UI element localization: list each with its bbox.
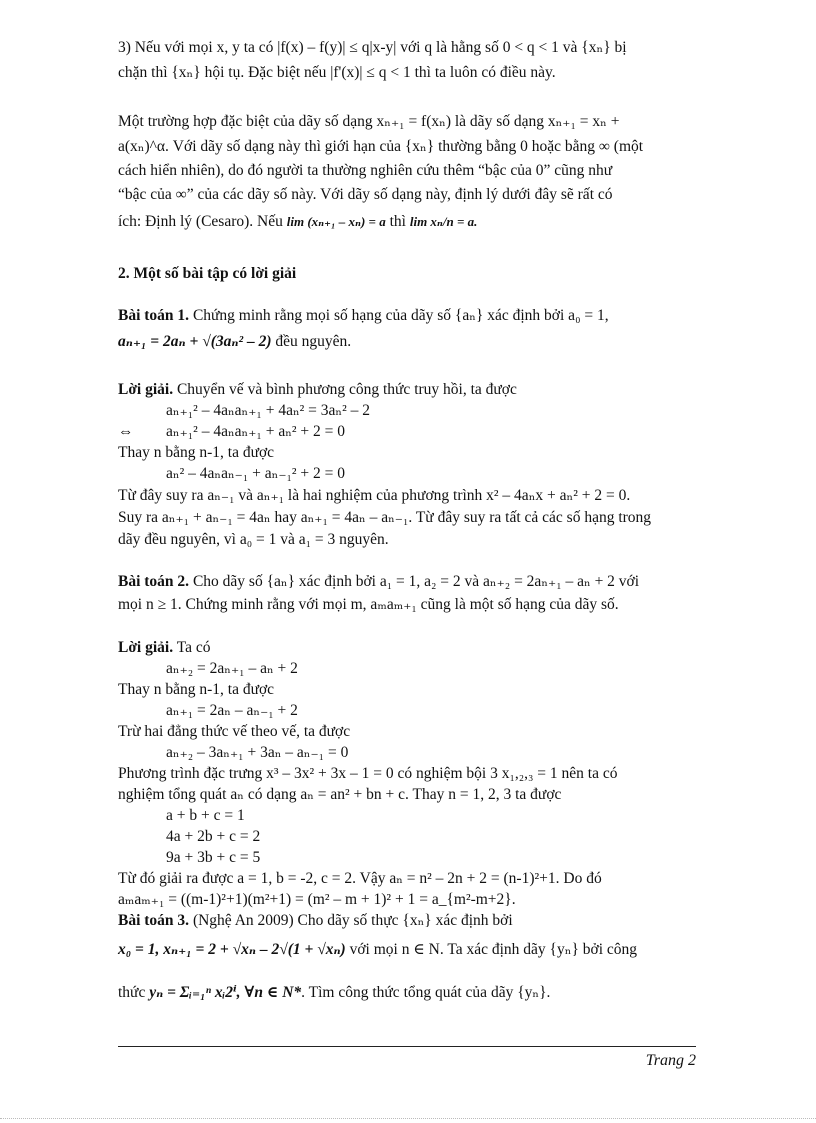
problem-1-label: Bài toán 1. xyxy=(118,307,190,324)
paragraph-line: Một trường hợp đặc biệt của dãy số dạng xₙ₊₁ = f(xₙ) là dãy số dạng xₙ₊₁ = xₙ + xyxy=(118,113,620,130)
problem-3-text: với mọi n ∈ N. Ta xác định dãy {yₙ} bởi công xyxy=(349,941,638,958)
theorem-line xyxy=(118,212,477,232)
problem-1-text-end: đều nguyên. xyxy=(275,333,352,350)
problem-1-line xyxy=(118,306,696,326)
problem-1-text: Chứng minh rằng mọi số hạng của dãy số {aₙ} xác định bởi a₀ = 1, xyxy=(192,307,609,324)
problem-3-line xyxy=(118,911,696,931)
problem-2-line xyxy=(118,572,696,592)
solution-2-text: aₘaₘ₊₁ = ((m-1)²+1)(m²+1) = (m² – m + 1)² + 1 = a_{m²-m+2}. xyxy=(118,891,516,908)
cesaro-conclusion-formula: lim xₙ/n = a. xyxy=(409,214,478,229)
equation: aₙ² – 4aₙaₙ₋₁ + aₙ₋₁² + 2 = 0 xyxy=(166,465,346,482)
equation: aₙ₊₁² – 4aₙaₙ₊₁ + aₙ² + 2 = 0 xyxy=(166,423,346,440)
equation: aₙ₊₁ = 2aₙ – aₙ₋₁ + 2 xyxy=(166,702,298,719)
problem-3-formula-line xyxy=(118,983,550,1003)
problem-3-formula-line xyxy=(118,940,637,960)
solution-2-line xyxy=(118,638,210,658)
footer-divider xyxy=(118,1046,696,1047)
problem-1-formula-line xyxy=(118,332,351,352)
solution-2-text: Phương trình đặc trưng x³ – 3x² + 3x – 1 = 0 có nghiệm bội 3 x₁,₂,₃ = 1 nên ta có xyxy=(118,765,618,782)
equation: aₙ₊₁² – 4aₙaₙ₊₁ + 4aₙ² = 3aₙ² – 2 xyxy=(166,402,371,419)
problem-2-text: mọi n ≥ 1. Chứng minh rằng với mọi m, aₘaₘ₊₁ cũng là một số hạng của dãy số. xyxy=(118,596,619,613)
equation: a + b + c = 1 xyxy=(166,807,245,824)
theorem-then: thì xyxy=(389,213,406,230)
problem-2-label: Bài toán 2. xyxy=(118,573,190,590)
problem-2-text: Cho dãy số {aₙ} xác định bởi a₁ = 1, a₂ = 2 và aₙ₊₂ = 2aₙ₊₁ – aₙ + 2 với xyxy=(192,573,640,590)
solution-2-label: Lời giải. xyxy=(118,639,174,656)
solution-2-text: nghiệm tổng quát aₙ có dạng aₙ = an² + bn + c. Thay n = 1, 2, 3 ta được xyxy=(118,786,562,803)
section-heading: 2. Một số bài tập có lời giải xyxy=(118,265,297,282)
problem-3-text: (Nghệ An 2009) Cho dãy số thực {xₙ} xác định bởi xyxy=(192,912,513,929)
cesaro-hypothesis-formula: lim (xₙ₊₁ – xₙ) = a xyxy=(286,214,386,229)
solution-1-text: Chuyển vế và bình phương công thức truy hồi, ta được xyxy=(176,381,517,398)
page-number: Trang 2 xyxy=(645,1052,696,1069)
solution-1-text: dãy đều nguyên, vì a₀ = 1 và a₁ = 3 nguyên. xyxy=(118,531,389,548)
solution-1-text: Thay n bằng n-1, ta được xyxy=(118,444,275,461)
paragraph-line: cách hiển nhiên), do đó người ta thường nghiên cứu thêm “bậc của 0” cũng như xyxy=(118,162,613,179)
paragraph-line: “bậc của ∞” của các dãy số này. Với dãy số dạng này, định lý dưới đây sẽ rất có xyxy=(118,186,613,203)
problem-3-text: . Tìm công thức tổng quát của dãy {yₙ}. xyxy=(301,984,551,1001)
equation: aₙ₊₂ = 2aₙ₊₁ – aₙ + 2 xyxy=(166,660,298,677)
solution-1-text: Từ đây suy ra aₙ₋₁ và aₙ₊₁ là hai nghiệm của phương trình x² – 4aₙx + aₙ² + 2 = 0. xyxy=(118,487,631,504)
solution-1-text: Suy ra aₙ₊₁ + aₙ₋₁ = 4aₙ hay aₙ₊₁ = 4aₙ – aₙ₋₁. Từ đây suy ra tất cả các số hạng trong xyxy=(118,509,652,526)
paragraph-line: chặn thì {xₙ} hội tụ. Đặc biệt nếu |f'(x)| ≤ q < 1 thì ta luôn có điều này. xyxy=(118,64,556,81)
solution-2-text: Thay n bằng n-1, ta được xyxy=(118,681,275,698)
solution-1-line xyxy=(118,380,517,400)
solution-2-text: Trừ hai đẳng thức vế theo vế, ta được xyxy=(118,723,351,740)
equation: 4a + 2b + c = 2 xyxy=(166,828,261,845)
equivalence-arrow: ⇔ xyxy=(118,423,134,440)
problem-3-text: thức xyxy=(118,984,146,1001)
problem-3-label: Bài toán 3. xyxy=(118,912,190,929)
paragraph-line: 3) Nếu với mọi x, y ta có |f(x) – f(y)| ≤ q|x-y| với q là hằng số 0 < q < 1 và {xₙ} bị xyxy=(118,39,627,56)
page-edge-divider xyxy=(0,1118,816,1119)
equation: 9a + 3b + c = 5 xyxy=(166,849,261,866)
problem-1-recurrence-formula: aₙ₊₁ = 2aₙ + √(3aₙ² – 2) xyxy=(118,333,272,350)
paragraph-line: a(xₙ)^α. Với dãy số dạng này thì giới hạn của {xₙ} thường bằng 0 hoặc bằng ∞ (một xyxy=(118,138,644,155)
solution-1-label: Lời giải. xyxy=(118,381,174,398)
solution-2-text: Ta có xyxy=(176,639,211,656)
problem-3-sum-formula: yₙ = Σᵢ₌₁ⁿ xᵢ2ⁱ, ∀n ∈ N* xyxy=(149,984,302,1001)
equation: aₙ₊₂ – 3aₙ₊₁ + 3aₙ – aₙ₋₁ = 0 xyxy=(166,744,349,761)
problem-3-recurrence-formula: x₀ = 1, xₙ₊₁ = 2 + √xₙ – 2√(1 + √xₙ) xyxy=(118,941,346,958)
theorem-text: ích: Định lý (Cesaro). Nếu xyxy=(118,213,283,230)
solution-2-text: Từ đó giải ra được a = 1, b = -2, c = 2. Vậy aₙ = n² – 2n + 2 = (n-1)²+1. Do đó xyxy=(118,870,602,887)
